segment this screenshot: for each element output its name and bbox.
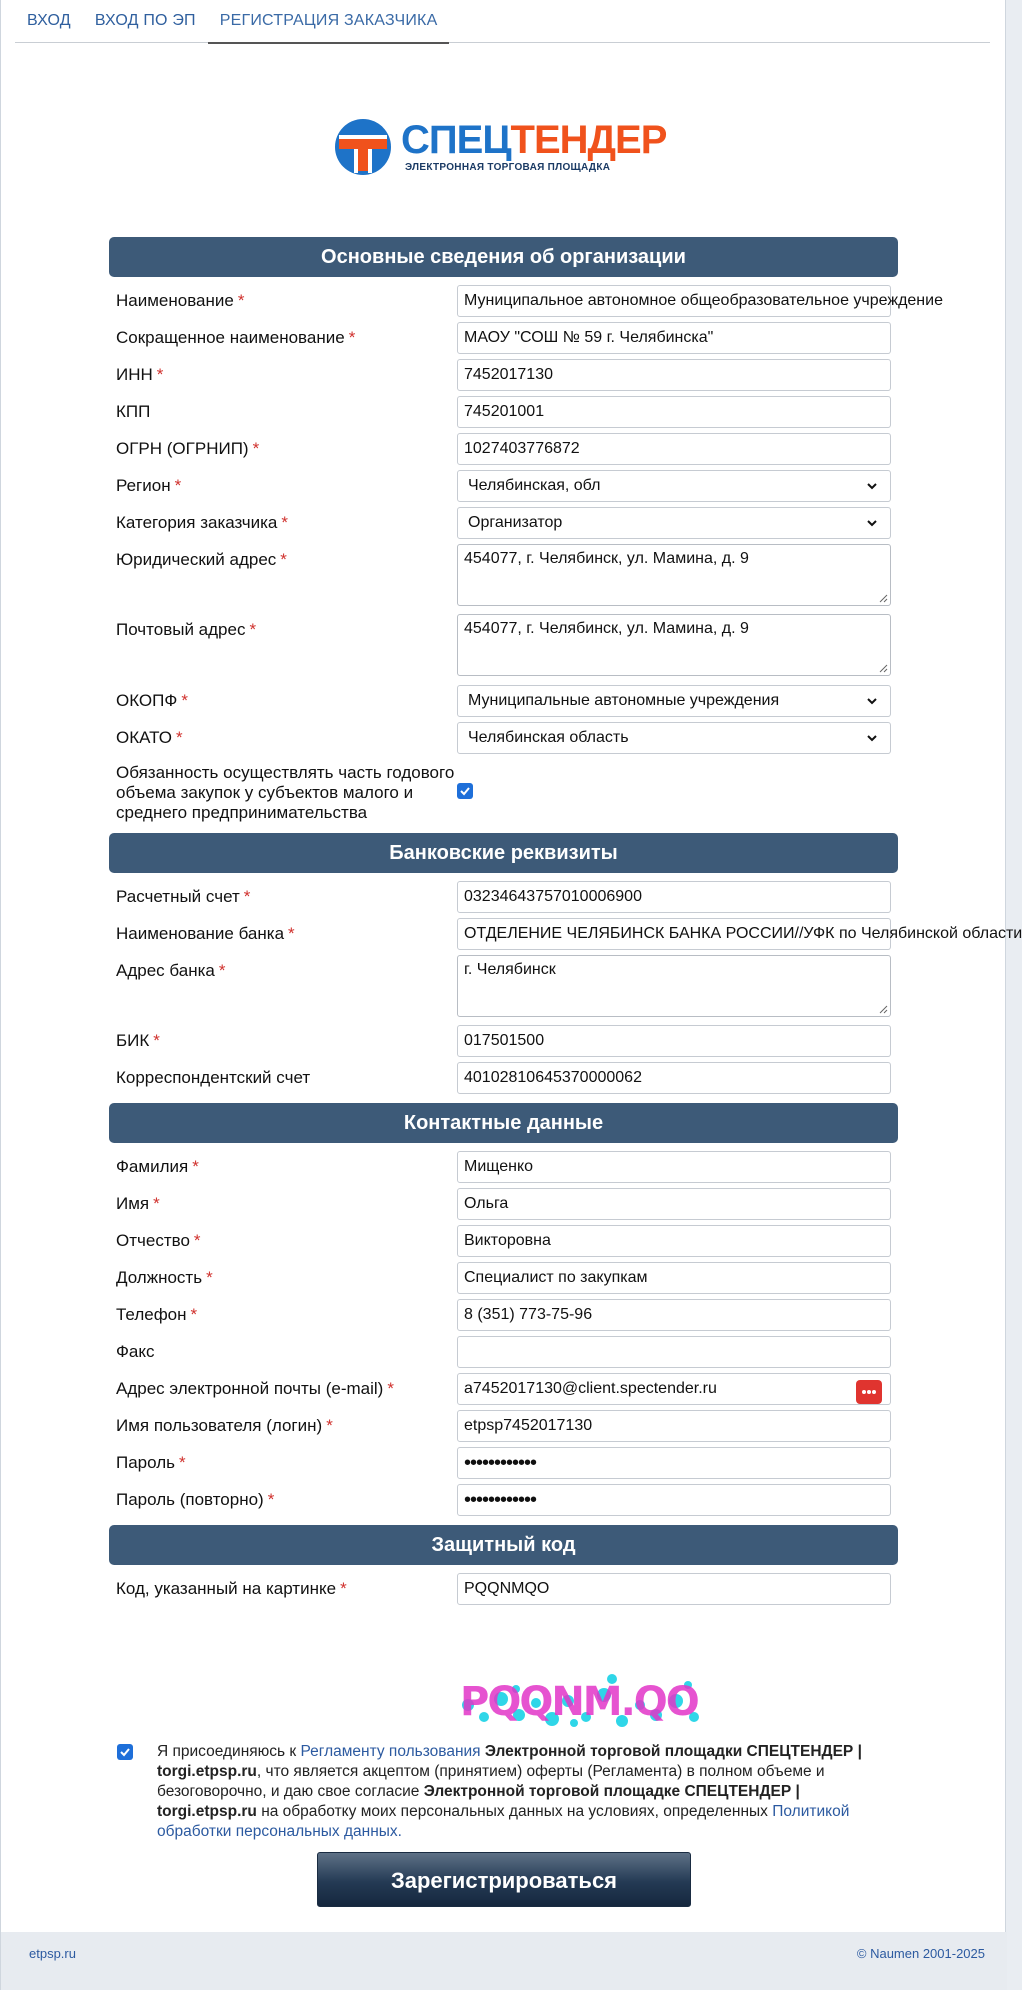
name-label: Наименование * — [116, 291, 245, 310]
postal-address-textarea[interactable]: 454077, г. Челябинск, ул. Мамина, д. 9 — [457, 614, 891, 676]
register-button[interactable]: Зарегистрироваться — [317, 1852, 691, 1907]
okopf-label: ОКОПФ * — [116, 691, 188, 710]
row-kpp — [109, 394, 898, 431]
sme-duty-checkbox[interactable] — [457, 783, 473, 799]
chevron-down-icon — [866, 480, 878, 492]
row-corr-account — [109, 1060, 898, 1097]
row-bik — [109, 1023, 898, 1060]
row-email — [109, 1371, 898, 1408]
postal-address-label: Почтовый адрес * — [116, 620, 257, 639]
logo — [331, 114, 681, 180]
row-region — [109, 468, 898, 505]
row-captcha-code — [109, 1571, 898, 1608]
corr-account-label: Корреспондентский счет — [116, 1068, 311, 1087]
fax-input[interactable] — [457, 1336, 891, 1368]
kpp-input[interactable]: 745201001 — [457, 396, 891, 428]
footer-site-link[interactable]: etpsp.ru — [29, 1946, 76, 1961]
section-bank-header: Банковские реквизиты — [109, 833, 898, 873]
login-label: Имя пользователя (логин) * — [116, 1416, 333, 1435]
row-okopf — [109, 683, 898, 720]
agreement-checkbox[interactable] — [117, 1744, 133, 1760]
first-name-input[interactable]: Ольга — [457, 1188, 891, 1220]
row-okato — [109, 720, 898, 757]
okato-select[interactable]: Челябинская область — [457, 722, 891, 754]
tab-login-ep[interactable]: ВХОД ПО ЭП — [94, 12, 196, 29]
first-name-label: Имя * — [116, 1194, 160, 1213]
row-password — [109, 1445, 898, 1482]
position-label: Должность * — [116, 1268, 213, 1287]
bank-name-input[interactable]: ОТДЕЛЕНИЕ ЧЕЛЯБИНСК БАНКА РОССИИ//УФК по Челябинской области — [457, 918, 891, 950]
legal-address-textarea[interactable]: 454077, г. Челябинск, ул. Мамина, д. 9 — [457, 544, 891, 606]
row-bank-name — [109, 916, 1022, 953]
tab-login[interactable]: ВХОД — [27, 12, 71, 29]
checkmark-icon — [118, 1745, 132, 1759]
registration-form — [109, 237, 1022, 1608]
row-name — [109, 283, 943, 320]
bank-name-label: Наименование банка * — [116, 924, 295, 943]
row-login — [109, 1408, 898, 1445]
row-fax — [109, 1334, 898, 1371]
short-name-label: Сокращенное наименование * — [116, 328, 356, 347]
bik-input[interactable]: 017501500 — [457, 1025, 891, 1057]
password-repeat-input[interactable]: •••••••••••• — [457, 1484, 891, 1516]
account-label: Расчетный счет * — [116, 887, 251, 906]
row-last-name — [109, 1149, 898, 1186]
section-contacts-header: Контактные данные — [109, 1103, 898, 1143]
chevron-down-icon — [866, 732, 878, 744]
middle-name-input[interactable]: Викторовна — [457, 1225, 891, 1257]
okopf-select[interactable]: Муниципальные автономные учреждения — [457, 685, 891, 717]
fax-label: Факс — [116, 1342, 155, 1361]
captcha-code-input[interactable]: PQQNMQO — [457, 1573, 891, 1605]
row-ogrn — [109, 431, 898, 468]
last-name-input[interactable]: Мищенко — [457, 1151, 891, 1183]
name-input[interactable]: Муниципальное автономное общеобразовательное учреждение — [457, 285, 891, 317]
captcha-image-text: PQQNM.QO — [460, 1679, 698, 1725]
row-postal-address — [109, 612, 898, 683]
captcha-code-label: Код, указанный на картинке * — [116, 1579, 347, 1598]
row-sme-duty — [109, 757, 898, 833]
row-position — [109, 1260, 898, 1297]
row-account — [109, 879, 898, 916]
email-label: Адрес электронной почты (e-mail) * — [116, 1379, 394, 1398]
section-captcha-header: Защитный код — [109, 1525, 898, 1565]
row-short-name — [109, 320, 898, 357]
region-select[interactable]: Челябинская, обл — [457, 470, 891, 502]
okato-label: ОКАТО * — [116, 728, 183, 747]
privacy-policy-link[interactable]: Политикой обработки персональных данных. — [157, 1803, 850, 1840]
password-label: Пароль * — [116, 1453, 186, 1472]
checkmark-icon — [458, 784, 472, 798]
resize-grip-icon[interactable] — [878, 593, 888, 603]
inn-input[interactable]: 7452017130 — [457, 359, 891, 391]
phone-input[interactable]: 8 (351) 773-75-96 — [457, 1299, 891, 1331]
short-name-input[interactable]: МАОУ "СОШ № 59 г. Челябинска" — [457, 322, 891, 354]
inn-label: ИНН * — [116, 365, 164, 384]
chevron-down-icon — [866, 695, 878, 707]
row-bank-address — [109, 953, 898, 1023]
ogrn-input[interactable]: 1027403776872 — [457, 433, 891, 465]
logo-emblem-icon — [333, 117, 393, 177]
row-inn — [109, 357, 898, 394]
phone-label: Телефон * — [116, 1305, 198, 1324]
password-manager-button[interactable] — [856, 1380, 882, 1404]
row-first-name — [109, 1186, 898, 1223]
more-dots-icon — [856, 1380, 882, 1404]
resize-grip-icon[interactable] — [878, 1004, 888, 1014]
password-input[interactable]: •••••••••••• — [457, 1447, 891, 1479]
ogrn-label: ОГРН (ОГРНИП) * — [116, 439, 260, 458]
category-label: Категория заказчика * — [116, 513, 288, 532]
bank-address-label: Адрес банка * — [116, 961, 226, 980]
row-phone — [109, 1297, 898, 1334]
logo-tagline: ЭЛЕКТРОННАЯ ТОРГОВАЯ ПЛОЩАДКА — [405, 162, 611, 173]
kpp-label: КПП — [116, 402, 151, 421]
captcha-image — [456, 1665, 710, 1733]
region-label: Регион * — [116, 476, 182, 495]
resize-grip-icon[interactable] — [878, 663, 888, 673]
middle-name-label: Отчество * — [116, 1231, 201, 1250]
tab-bar — [15, 0, 990, 43]
position-input[interactable]: Специалист по закупкам — [457, 1262, 891, 1294]
section-org-header: Основные сведения об организации — [109, 237, 898, 277]
bik-label: БИК * — [116, 1031, 160, 1050]
last-name-label: Фамилия * — [116, 1157, 199, 1176]
agreement-text: Я присоединяюсь к Регламенту пользования Электронной торговой площадки СПЕЦТЕНДЕР | torgi.etpsp.ru, что является акцептом (принятием) оферты (Регламента) в полном объеме и безоговорочно, и даю свое согласие Электронной торговой площадке СПЕЦТЕНДЕР | torgi.etpsp.ru на обработку моих персональных данных на условиях, определенных Политикой обработки персональных данных. — [157, 1743, 862, 1840]
email-input[interactable]: a7452017130@client.spectender.ru — [457, 1373, 891, 1405]
category-select[interactable]: Организатор — [457, 507, 891, 539]
logo-brand: СПЕЦТЕНДЕР — [401, 118, 667, 162]
account-input[interactable]: 03234643757010006900 — [457, 881, 891, 913]
row-password-repeat — [109, 1482, 898, 1519]
password-repeat-label: Пароль (повторно) * — [116, 1490, 275, 1509]
footer-copyright: © Naumen 2001-2025 — [856, 1946, 985, 1961]
footer — [1, 1932, 1007, 1990]
login-input[interactable]: etpsp7452017130 — [457, 1410, 891, 1442]
chevron-down-icon — [866, 517, 878, 529]
row-legal-address — [109, 542, 898, 612]
tab-customer-registration[interactable]: РЕГИСТРАЦИЯ ЗАКАЗЧИКА — [208, 0, 450, 44]
legal-address-label: Юридический адрес * — [116, 550, 287, 569]
sme-duty-label: Обязанность осуществлять часть годового объема закупок у субъектов малого и среднего предпринимательства — [116, 763, 455, 822]
bank-address-textarea[interactable]: г. Челябинск — [457, 955, 891, 1017]
row-middle-name — [109, 1223, 898, 1260]
row-category — [109, 505, 898, 542]
regulations-link[interactable]: Регламенту пользования — [300, 1743, 481, 1760]
corr-account-input[interactable]: 40102810645370000062 — [457, 1062, 891, 1094]
